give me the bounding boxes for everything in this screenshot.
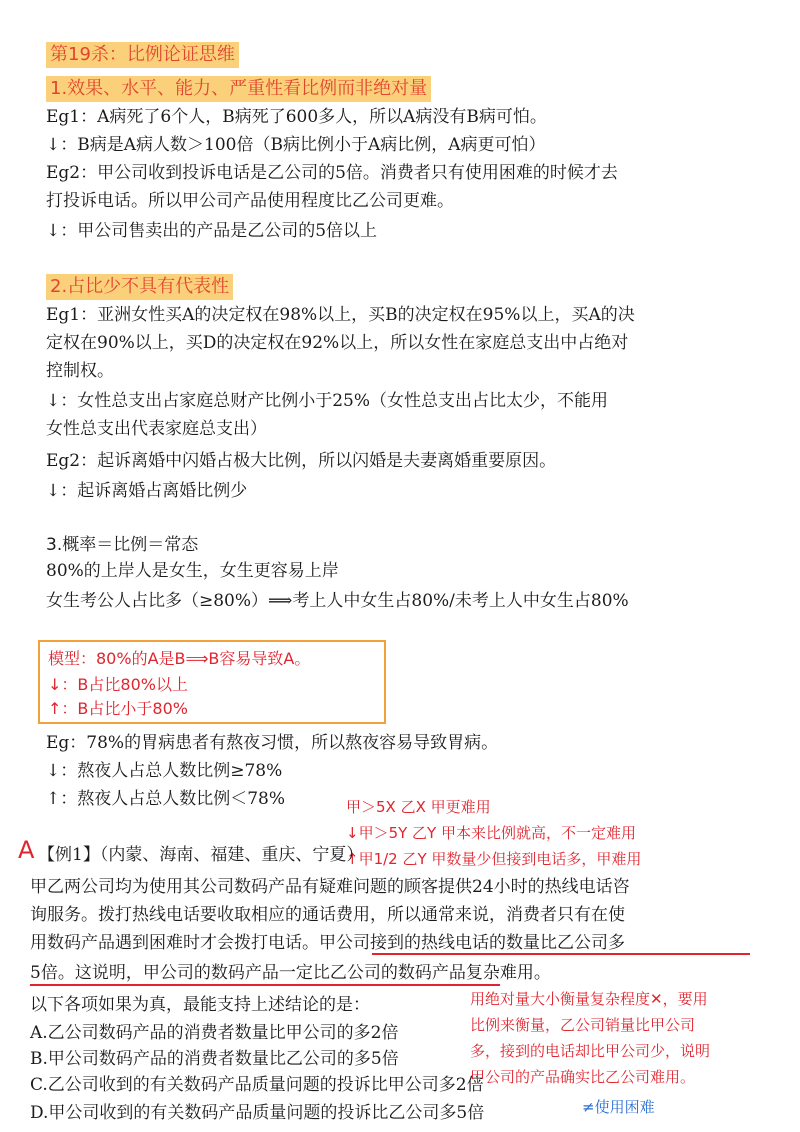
section3-heading: 3.概率＝比例＝常态: [46, 535, 199, 555]
section3-line: 女生考公人占比多（≥80%）⟹考上人中女生占80%/未考上人中女生占80%: [46, 591, 629, 611]
section1-line: Eg2：甲公司收到投诉电话是乙公司的5倍。消费者只有使用困难的时候才去: [46, 163, 618, 183]
section2-line: Eg2：起诉离婚中闪婚占极大比例，所以闪婚是夫妻离婚重要原因。: [46, 451, 557, 471]
annotation-line: ↓甲＞5Y 乙Y 甲本来比例就高，不一定难用: [346, 824, 636, 842]
section2-line: ↓：女性总支出占家庭总财产比例小于25%（女性总支出占比太少，不能用: [46, 391, 609, 411]
section4-line: Eg：78%的胃病患者有熬夜习惯，所以熬夜容易导致胃病。: [46, 733, 499, 753]
answer-mark: A: [18, 836, 35, 864]
annotation-right-line: 比例来衡量，乙公司销量比甲公司: [470, 1016, 696, 1034]
section1-line: Eg1：A病死了6个人，B病死了600多人，所以A病没有B病可怕。: [46, 107, 547, 127]
section1-line: 打投诉电话。所以甲公司产品使用程度比乙公司更难。: [46, 191, 454, 211]
section2-line: ↓：起诉离婚占离婚比例少: [46, 481, 248, 501]
section4-line: ↑：熬夜人占总人数比例＜78%: [46, 789, 286, 809]
section1-line: ↓：甲公司售卖出的产品是乙公司的5倍以上: [46, 221, 378, 241]
section2-line: 控制权。: [46, 361, 114, 381]
underline-mark: [30, 984, 500, 986]
page-title: 第19杀：比例论证思维: [46, 42, 239, 68]
example-question: 以下各项如果为真，最能支持上述结论的是：: [30, 995, 370, 1015]
option-b: B.甲公司数码产品的消费者数量比乙公司的多5倍: [30, 1049, 399, 1069]
section2-line: 定权在90%以上，买D的决定权在92%以上，所以女性在家庭总支出中占绝对: [46, 333, 629, 353]
example-body-line: 询服务。拨打热线电话要收取相应的通话费用，所以通常来说，消费者只有在使: [30, 905, 625, 925]
example-body-line: 甲乙两公司均为使用其公司数码产品有疑难问题的顾客提供24小时的热线电话咨: [30, 877, 630, 897]
annotation-right-line: 用绝对量大小衡量复杂程度✕，要用: [470, 990, 708, 1008]
option-a: A.乙公司数码产品的消费者数量比甲公司的多2倍: [30, 1023, 399, 1043]
model-line: 模型：80%的A是B⟹B容易导致A。: [48, 649, 311, 668]
model-line: ↓：B占比80%以上: [48, 675, 188, 694]
section1-heading: 1.效果、水平、能力、严重性看比例而非绝对量: [46, 76, 431, 102]
example-label: 【例1】（内蒙、海南、福建、重庆、宁夏）: [38, 845, 364, 865]
option-c: C.乙公司收到的有关数码产品质量问题的投诉比甲公司多2倍: [30, 1075, 484, 1095]
section1-line: ↓：B病是A病人数＞100倍（B病比例小于A病比例，A病更可怕）: [46, 135, 546, 155]
option-d: D.甲公司收到的有关数码产品质量问题的投诉比乙公司多5倍: [30, 1103, 485, 1123]
section2-heading: 2.占比少不具有代表性: [46, 274, 233, 300]
section3-line: 80%的上岸人是女生，女生更容易上岸: [46, 561, 339, 581]
example-body-line: 用数码产品遇到困难时才会拨打电话。甲公司接到的热线电话的数量比乙公司多: [30, 933, 625, 953]
section2-line: Eg1：亚洲女性买A的决定权在98%以上，买B的决定权在95%以上，买A的决: [46, 305, 635, 325]
annotation-right-line: 多，接到的电话却比甲公司少，说明: [470, 1042, 711, 1060]
section4-line: ↓：熬夜人占总人数比例≥78%: [46, 761, 283, 781]
underline-mark: [372, 953, 750, 955]
annotation-right-line: 甲公司的产品确实比乙公司难用。: [470, 1068, 696, 1086]
blue-note: ≠使用困难: [582, 1098, 655, 1116]
section2-line: 女性总支出代表家庭总支出）: [46, 419, 267, 439]
annotation-line: 甲＞5X 乙X 甲更难用: [346, 798, 491, 816]
model-box: [38, 640, 386, 724]
example-body-line: 5倍。这说明，甲公司的数码产品一定比乙公司的数码产品复杂难用。: [30, 963, 551, 983]
annotation-line: ↑甲1/2 乙Y 甲数量少但接到电话多，甲难用: [346, 850, 642, 868]
model-line: ↑：B占比小于80%: [48, 699, 188, 718]
